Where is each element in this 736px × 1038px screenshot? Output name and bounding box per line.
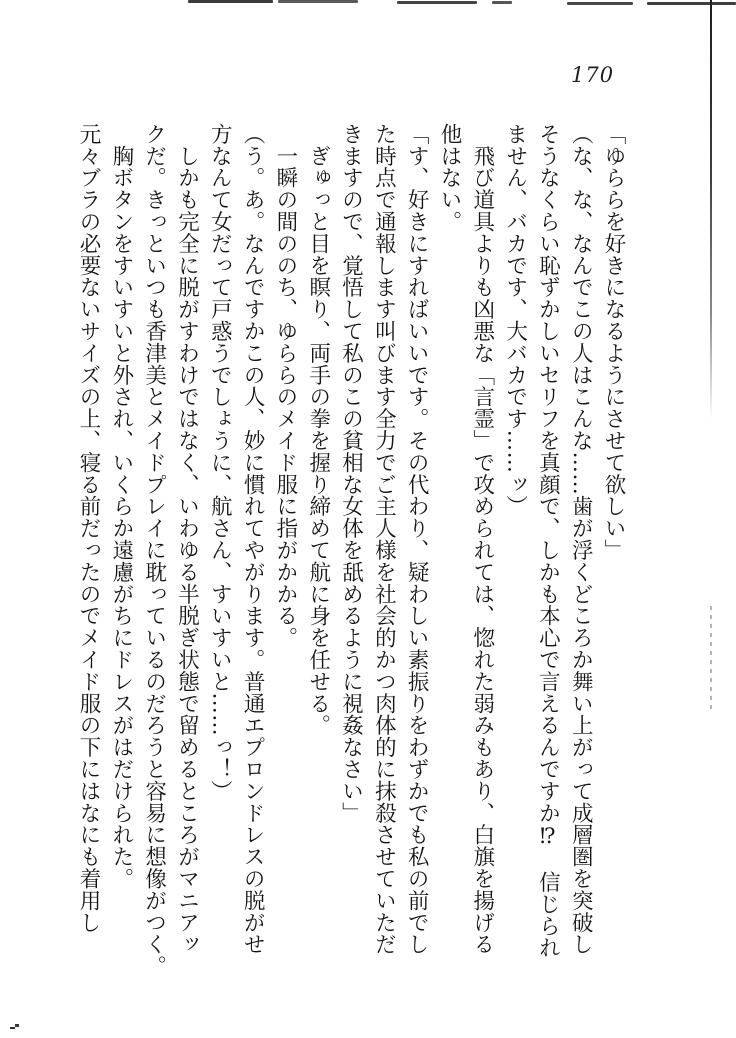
scan-edge-dashes [710,606,712,714]
text-column: 「す、好きにすればいいです。その代わり、疑わしい素振りをわずかでも私の前でし [404,123,430,956]
page-number: 170 [571,63,615,87]
text-column: 方なんて女だって戸惑うでしょうに、航さん、すいすいと……っ！） [207,123,233,802]
scan-smudge-top [188,0,273,3]
text-column: 一瞬の間ののち、ゆららのメイド服に指がかかる。 [272,123,298,649]
text-column: そうなくらい恥ずかしいセリフを真顔で、しかも本心で言えるんですか⁉ 信じられ [535,123,561,959]
text-column: クだ。きっといつも香津美とメイドプレイに耽っているのだろうと容易に想像がつく。 [141,123,167,978]
scan-edge-line [710,0,712,420]
scan-smudge-top [567,2,633,5]
text-column: きますので、覚悟して私のこの貧相な女体を舐めるように視姦なさい」 [338,123,364,824]
scan-smudge-top [647,2,736,5]
scan-smudge-top [492,1,512,4]
text-column: しかも完全に脱がすわけではなく、いわゆる半脱ぎ状態で留めるところがマニアッ [174,123,200,956]
text-column: ません、バカです、大バカです……ッ） [502,123,528,518]
scan-smudge-top [397,1,477,4]
text-column: 胸ボタンをすいすいと外され、いくらか遠慮がちにドレスがはだけられた。 [108,123,134,890]
text-column: （な、な、なんでこの人はこんな……歯が浮くどころか舞い上がって成層圏を突破し [568,123,594,956]
text-column: 「ゆららを好きになるようにさせて欲しい」 [601,123,626,561]
text-column: 他はない。 [436,123,462,233]
scan-speck [10,1027,15,1029]
text-column: た時点で通報します叫びます全力でご主人様を社会的かつ肉体的に抹殺させていただ [371,123,397,956]
text-column: 元々ブラの必要ないサイズの上、寝る前だったのでメイド服の下にはなにも着用し [76,123,101,934]
text-column: （う。あ。なんですかこの人、妙に慣れてやがります。普通エプロンドレスの脱がせ [240,123,266,956]
scan-speck [15,1024,19,1027]
text-column: 飛び道具よりも凶悪な「言霊」で攻められては、惚れた弱みもあり、白旗を揚げる [469,123,495,956]
scan-smudge-top [278,0,358,3]
text-block [71,123,629,983]
text-column: ぎゅっと目を瞑り、両手の拳を握り締めて航に身を任せる。 [305,123,331,737]
